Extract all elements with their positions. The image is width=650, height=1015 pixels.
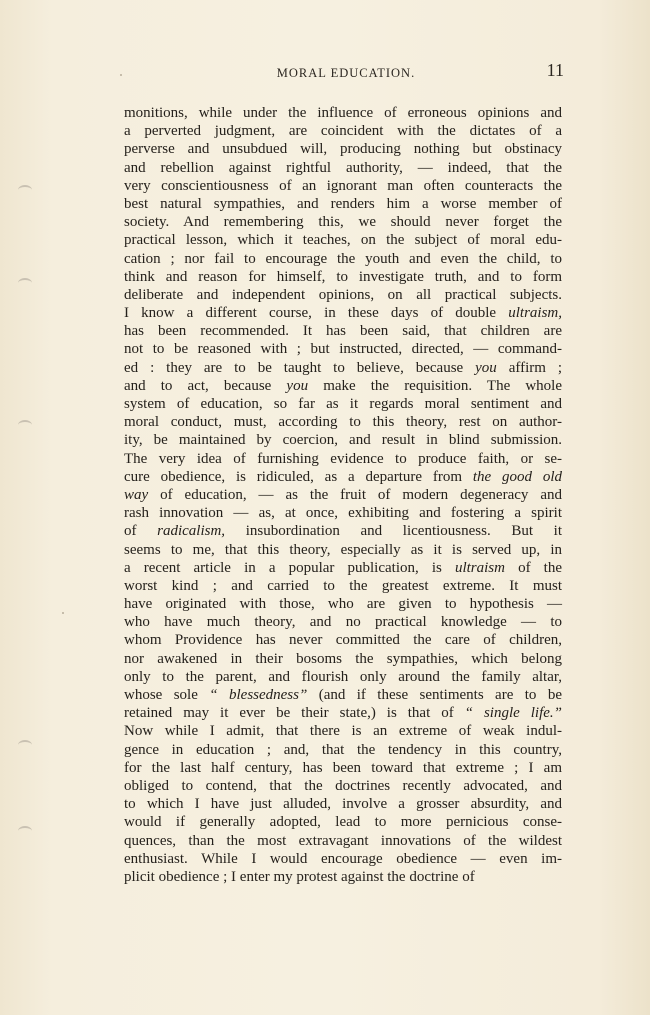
italic-run: “ single life.” <box>464 705 562 722</box>
text-run: ed : they are to be taught to believe, because <box>124 359 476 376</box>
text-line <box>124 450 562 468</box>
running-head: MORAL EDUCATION. <box>276 66 416 80</box>
italic-run: radicalism, <box>157 523 226 540</box>
text-run: perverse and unsubdued will, producing nothing but obstinacy <box>124 141 562 158</box>
binding-hole-mark <box>18 420 32 430</box>
text-line <box>124 868 562 886</box>
italic-run: you <box>286 377 309 394</box>
text-run: and rebellion against rightful authority, — indeed, that the <box>124 159 562 176</box>
text-run: whose sole <box>124 687 210 703</box>
page-number: 11 <box>546 60 564 80</box>
text-run: has been recommended. It has been said, that children are <box>124 323 562 340</box>
binding-hole-mark <box>18 826 32 836</box>
italic-run: you <box>475 359 497 376</box>
text-run: cation ; nor fail to encourage the youth and even the child, to <box>124 250 562 267</box>
text-line <box>124 777 562 795</box>
text-line <box>124 722 562 740</box>
text-run: deliberate and independent opinions, on all practical subjects. <box>124 286 562 303</box>
text-line <box>124 268 562 286</box>
text-run: of the <box>504 559 562 576</box>
text-line <box>124 650 562 668</box>
text-line <box>124 741 562 759</box>
text-line <box>124 486 562 504</box>
text-run: obliged to contend, that the doctrines recently advocated, and <box>124 777 562 794</box>
text-run: plicit obedience ; I enter my protest against the doctrine of <box>124 868 475 885</box>
text-run: quences, than the most extravagant innovations of the wildest <box>124 832 562 849</box>
body-text <box>124 104 562 886</box>
text-run: moral conduct, must, according to this theory, rest on author- <box>124 414 562 431</box>
text-run: system of education, so far as it regards moral sentiment and <box>124 396 562 412</box>
text-line <box>124 668 562 686</box>
text-run: worst kind ; and carried to the greatest extreme. It must <box>124 577 562 594</box>
text-line <box>124 140 562 158</box>
text-run: insubordination and licentiousness. But it <box>225 523 562 540</box>
text-line <box>124 377 562 395</box>
text-line <box>124 541 562 559</box>
text-line <box>124 559 562 577</box>
text-line <box>124 177 562 195</box>
text-line <box>124 522 562 540</box>
text-run: I know a different course, in these days of double <box>124 305 509 322</box>
binding-hole-mark <box>18 278 32 288</box>
text-run: would if generally adopted, lead to more pernicious conse- <box>124 814 562 831</box>
text-run: enthusiast. While I would encourage obedience — even im- <box>124 850 562 867</box>
text-line <box>124 413 562 431</box>
italic-run: ultraism, <box>508 305 562 322</box>
text-run: think and reason for himself, to investigate truth, and to form <box>124 268 562 285</box>
binding-hole-mark <box>18 185 32 195</box>
binding-hole-mark <box>18 740 32 750</box>
text-run: The very idea of furnishing evidence to produce faith, or se- <box>124 450 562 467</box>
text-line <box>124 813 562 831</box>
italic-run: way <box>124 486 149 503</box>
text-run: only to the parent, and flourish only around the family altar, <box>124 668 562 685</box>
text-line <box>124 795 562 813</box>
text-line <box>124 213 562 231</box>
text-run: retained may it ever be their state,) is that of <box>124 705 465 722</box>
text-line <box>124 286 562 304</box>
text-run: a recent article in a popular publication, is <box>124 559 455 576</box>
text-line <box>124 159 562 177</box>
text-line <box>124 250 562 268</box>
text-line <box>124 577 562 595</box>
text-run: not to be reasoned with ; but instructed, directed, — command- <box>124 341 562 358</box>
text-run: of <box>124 523 158 540</box>
text-run: monitions, while under the influence of erroneous opinions and <box>124 105 562 121</box>
text-run: very conscientiousness of an ignorant man often counteracts the <box>124 177 562 194</box>
text-line <box>124 231 562 249</box>
text-line <box>124 704 562 722</box>
text-line <box>124 832 562 850</box>
text-run: make the requisition. The whole <box>308 377 562 394</box>
text-line <box>124 850 562 868</box>
text-line <box>124 504 562 522</box>
text-line <box>124 631 562 649</box>
italic-run: “ blessedness” <box>209 687 308 703</box>
text-line <box>124 322 562 340</box>
text-run: Now while I admit, that there is an extreme of weak indul- <box>124 723 562 740</box>
text-run: who have much theory, and no practical knowledge — to <box>124 614 562 631</box>
italic-run: ultraism <box>454 559 505 576</box>
paper-speck <box>62 612 64 614</box>
text-run: for the last half century, has been toward that extreme ; I am <box>124 759 562 776</box>
text-run: practical lesson, which it teaches, on the subject of moral edu- <box>124 232 562 249</box>
text-line <box>124 468 562 486</box>
text-run: whom Providence has never committed the care of children, <box>124 632 562 649</box>
text-line <box>124 595 562 613</box>
page-header <box>120 60 572 84</box>
italic-run: the good old <box>472 468 562 485</box>
paper-speck <box>120 74 122 76</box>
text-line <box>124 431 562 449</box>
text-run: cure obedience, is ridiculed, as a departure from <box>124 468 473 485</box>
text-run: affirm ; <box>496 359 562 376</box>
text-run: to which I have just alluded, involve a grosser absurdity, and <box>124 796 562 813</box>
text-run: seems to me, that this theory, especially as it is served up, in <box>124 541 562 558</box>
text-run: a perverted judgment, are coincident with the dictates of a <box>124 123 562 140</box>
text-run: gence in education ; and, that the tendency in this country, <box>124 741 562 758</box>
text-line <box>124 340 562 358</box>
text-line <box>124 304 562 322</box>
text-run: ity, be maintained by coercion, and result in blind submission. <box>124 432 562 449</box>
text-line <box>124 122 562 140</box>
text-line <box>124 195 562 213</box>
text-line <box>124 104 562 122</box>
text-line <box>124 613 562 631</box>
text-line <box>124 395 562 413</box>
text-line <box>124 759 562 777</box>
text-run: society. And remembering this, we should never forget the <box>124 214 562 231</box>
text-run: and to act, because <box>124 377 287 394</box>
text-line <box>124 686 562 704</box>
text-line <box>124 359 562 377</box>
text-run: best natural sympathies, and renders him a worse member of <box>124 195 562 212</box>
text-run: have originated with those, who are given to hypothesis — <box>124 596 562 613</box>
text-run: rash innovation — as, at once, exhibiting and fostering a spirit <box>124 505 562 522</box>
text-run: nor awakened in their bosoms the sympathies, which belong <box>124 650 562 667</box>
text-run: (and if these sentiments are to be <box>307 687 562 703</box>
text-run: of education, — as the fruit of modern degeneracy and <box>148 486 562 503</box>
